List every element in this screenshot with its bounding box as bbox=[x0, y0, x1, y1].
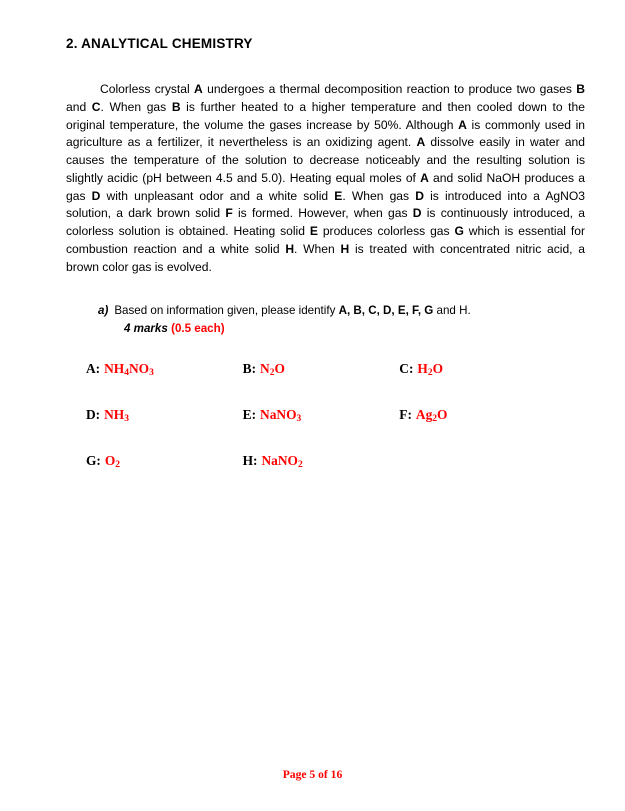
chem-symbol-d-2: D bbox=[415, 188, 424, 203]
passage-part-16: . When bbox=[294, 241, 341, 256]
answer-value: $Ag_2O$ bbox=[415, 406, 448, 424]
question-a-marks bbox=[124, 322, 591, 335]
answer-key: B: bbox=[242, 360, 257, 376]
answer-value: NaNO$_2$ bbox=[261, 452, 303, 470]
question-a bbox=[98, 302, 591, 334]
passage-part-5: is further heated to a higher temperature and then cooled down to the original temperature, the volume the gases increase by 50%. Although bbox=[66, 99, 585, 132]
answer-value: $O_2$ bbox=[104, 452, 121, 470]
passage-part-2: undergoes a thermal decomposition reaction to produce two gases bbox=[202, 82, 577, 96]
answer-value: $N_2O$ bbox=[260, 360, 285, 378]
passage-part-13: is continuously introduced, a colorless solution is obtained. Heating solid bbox=[66, 206, 586, 239]
answer-empty bbox=[399, 453, 556, 469]
chem-symbol-h-2: H bbox=[340, 241, 350, 256]
answer-key: A: bbox=[86, 360, 101, 376]
chem-symbol-d: D bbox=[91, 188, 101, 203]
chem-symbol-f: F bbox=[225, 206, 233, 221]
answer-d bbox=[86, 407, 243, 423]
passage-part-8: and solid NaOH produces a gas bbox=[66, 170, 585, 203]
passage-part-11: is introduced into a AgNO3 solution, a dark brown solid bbox=[66, 188, 586, 221]
passage-part-10: . When gas bbox=[342, 188, 416, 203]
answer-g bbox=[86, 453, 243, 469]
chem-symbol-b-2: B bbox=[171, 99, 181, 114]
answer-key: E: bbox=[242, 406, 257, 422]
page-title: 2. ANALYTICAL CHEMISTRY bbox=[66, 36, 253, 51]
passage-part-3: and bbox=[66, 99, 92, 114]
answer-value: $NH_3$ bbox=[104, 406, 129, 424]
answer-value: $NH_4NO_3$ bbox=[104, 360, 154, 378]
chem-symbol-h: H bbox=[285, 241, 295, 256]
answer-key: H: bbox=[242, 452, 258, 468]
answer-row bbox=[86, 453, 556, 469]
passage-part-6: is commonly used in agriculture as a fertilizer, it nevertheless is an oxidizing agent. bbox=[66, 117, 586, 150]
chem-symbol-c: C bbox=[91, 99, 101, 114]
marks-value: 4 marks bbox=[124, 321, 168, 335]
answer-key: C: bbox=[399, 360, 414, 376]
answer-h bbox=[243, 453, 400, 469]
answer-value: $H_2O$ bbox=[417, 360, 444, 378]
chem-symbol-b: B bbox=[576, 82, 585, 96]
answer-key: G: bbox=[86, 452, 101, 468]
chem-symbol-g: G bbox=[454, 224, 464, 239]
chem-symbol-a: A bbox=[194, 82, 203, 96]
answer-a bbox=[86, 361, 243, 377]
question-passage bbox=[66, 81, 585, 276]
marks-each: (0.5 each) bbox=[171, 321, 225, 335]
chem-symbol-d-3: D bbox=[412, 206, 422, 221]
passage-part-1: Colorless crystal bbox=[100, 82, 195, 96]
answer-e bbox=[243, 407, 400, 423]
chem-symbol-a-4: A bbox=[420, 170, 429, 185]
answer-key: F: bbox=[399, 406, 412, 422]
passage-part-7: dissolve easily in water and causes the temperature of the solution to decrease noticeably and the resulting solution is slightly acidic (pH between 4.5 and 5.0). Heating equal moles of bbox=[66, 135, 585, 185]
answer-key: D: bbox=[86, 406, 101, 422]
question-a-label: a) bbox=[98, 304, 109, 318]
question-a-text-end: and H. bbox=[433, 304, 471, 318]
question-a-text: Based on information given, please identify bbox=[114, 304, 339, 318]
passage-part-4: . When gas bbox=[100, 99, 172, 114]
passage-part-15: which is essential for combustion reaction and a white solid bbox=[66, 224, 585, 256]
question-a-line bbox=[98, 302, 591, 319]
answer-row bbox=[86, 407, 556, 423]
chem-symbol-a-3: A bbox=[416, 135, 426, 150]
passage-part-17: is treated with concentrated nitric acid, a brown color gas is evolved. bbox=[66, 241, 585, 274]
question-a-symbols: A, B, C, D, E, F, G bbox=[338, 304, 434, 318]
chem-symbol-a-2: A bbox=[458, 117, 467, 132]
chem-symbol-e-2: E bbox=[309, 224, 318, 239]
answer-value: NaNO$_3$ bbox=[260, 406, 302, 424]
answer-f bbox=[399, 407, 556, 423]
answer-row bbox=[86, 361, 556, 377]
answer-c bbox=[399, 361, 556, 377]
answers-grid bbox=[86, 361, 556, 469]
passage-part-12: is formed. However, when gas bbox=[232, 206, 413, 221]
passage-part-9: with unpleasant odor and a white solid bbox=[100, 188, 335, 203]
passage-part-14: produces colorless gas bbox=[317, 224, 455, 239]
answer-b bbox=[243, 361, 400, 377]
chem-symbol-e: E bbox=[334, 188, 343, 203]
page-footer: Page 5 of 16 bbox=[282, 768, 343, 781]
